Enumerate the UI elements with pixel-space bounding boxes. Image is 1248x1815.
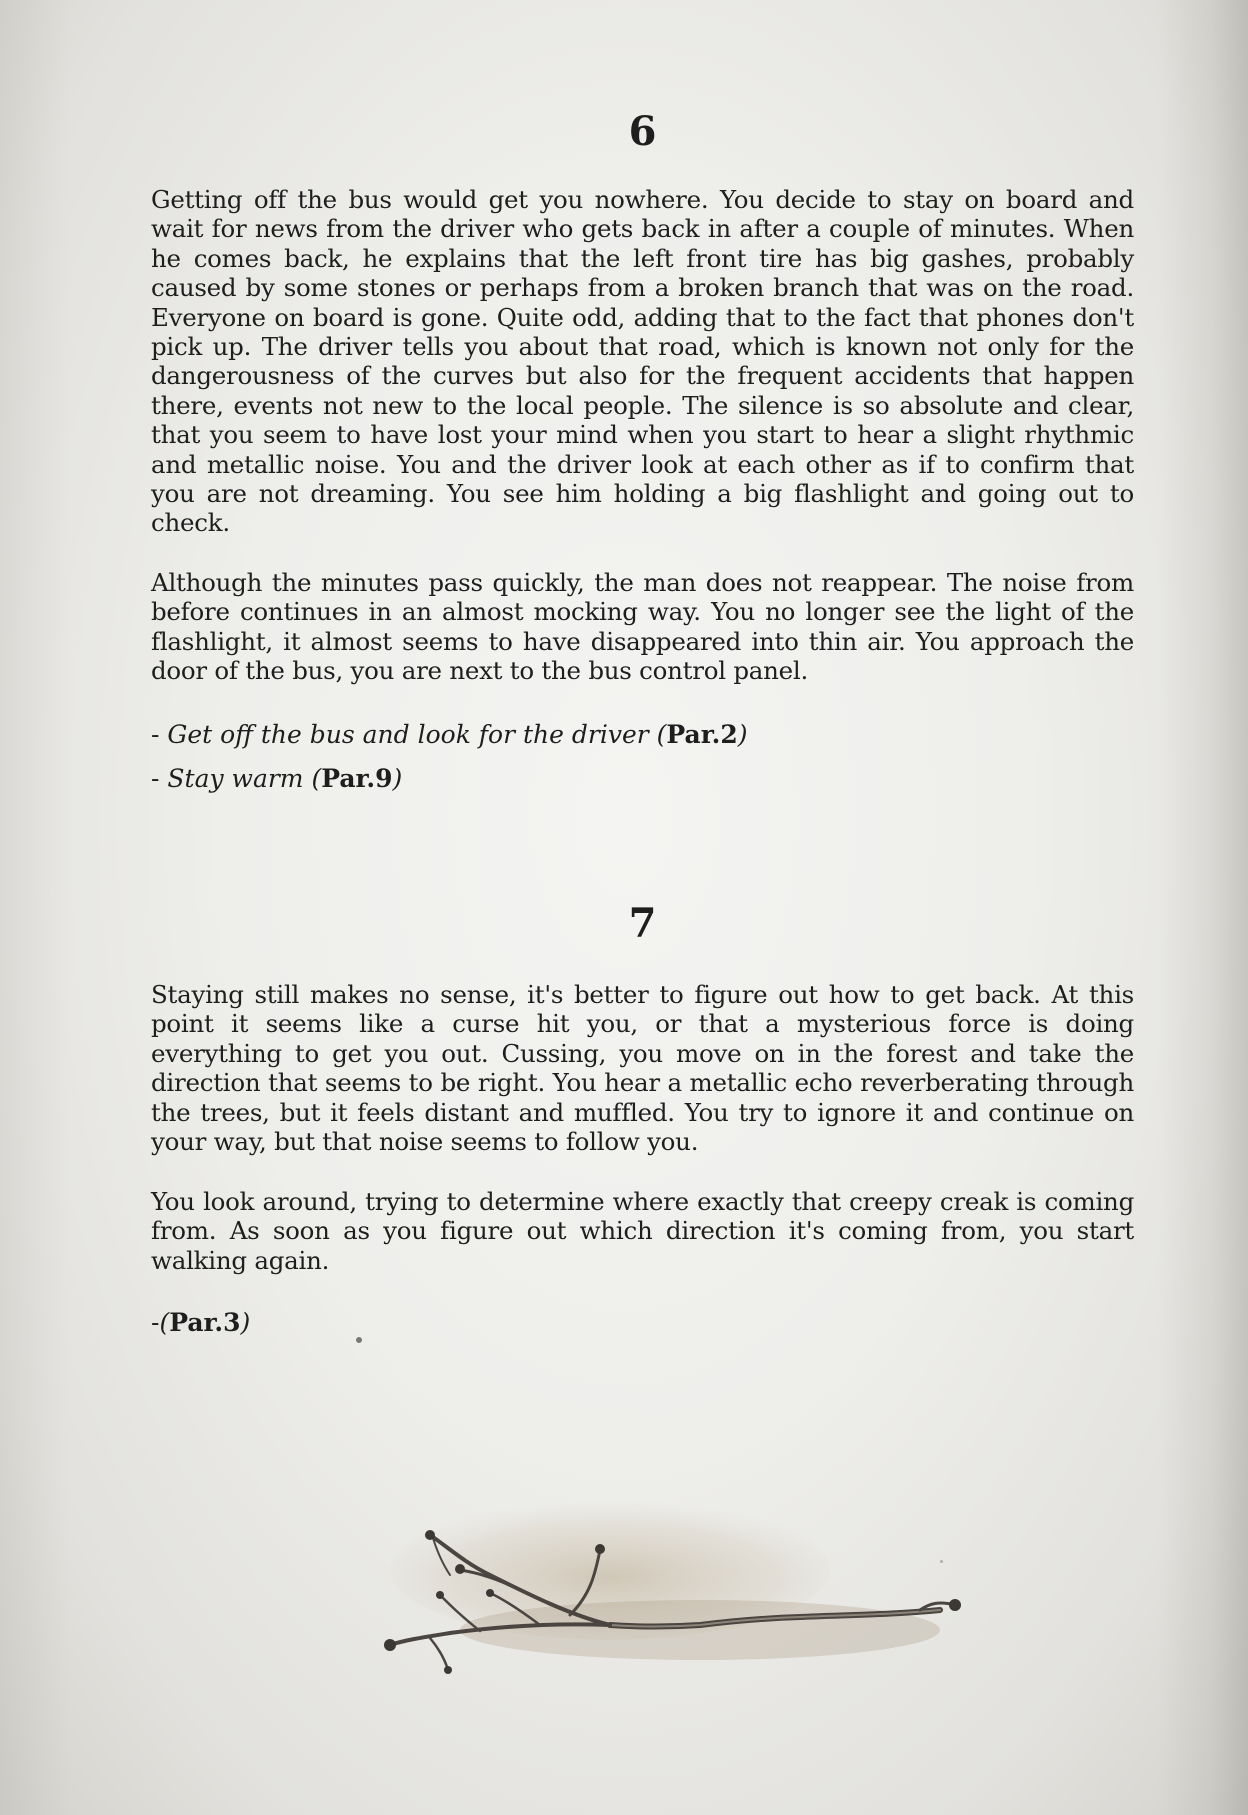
choice-text: Stay warm (167, 764, 312, 793)
close-paren: ) (737, 720, 748, 749)
open-paren: ( (656, 720, 667, 749)
open-paren: ( (311, 764, 322, 793)
section6-paragraph-2: Although the minutes pass quickly, the man does not reappear. The noise from before continues in an almost mocking way. You no longer see the light of the flashlight, it almost seems to have disappeared into thin air. You approach the door of the bus, you are next to the bus control panel. (151, 568, 1134, 686)
paper-edge-right (1158, 0, 1248, 1815)
open-paren: ( (159, 1308, 170, 1337)
choice-prefix: - (151, 720, 168, 749)
close-paren: ) (392, 764, 403, 793)
ground-shadow (460, 1600, 940, 1660)
choice-par-3[interactable] (151, 1308, 250, 1338)
choice-ref: Par.3 (169, 1308, 241, 1337)
paper-speck (356, 1337, 362, 1343)
section7-paragraph-2: You look around, trying to determine where exactly that creepy creak is coming from. As soon as you figure out which direction it's coming from, you start walking again. (151, 1187, 1134, 1275)
choice-ref: Par.2 (666, 720, 738, 749)
choice-ref: Par.9 (321, 764, 393, 793)
choice-prefix: - (151, 1308, 160, 1337)
choice-get-off-bus[interactable] (151, 720, 748, 750)
section7-paragraph-1: Staying still makes no sense, it's better to figure out how to get back. At this point it seems like a curse hit you, or that a mysterious force is doing everything to get you out. Cussing, you move on in the forest and take the direction that seems to be right. You hear a metallic echo reverberating through the trees, but it feels distant and muffled. You try to ignore it and continue on your way, but that noise seems to follow you. (151, 980, 1134, 1157)
section-number-6: 6 (628, 108, 657, 155)
choice-stay-warm[interactable] (151, 764, 402, 794)
section-number-7: 7 (628, 900, 657, 947)
paper-edge-left (0, 0, 70, 1815)
dead-branch-icon (370, 1475, 970, 1675)
choice-text: Get off the bus and look for the driver (167, 720, 657, 749)
choice-prefix: - (151, 764, 168, 793)
section6-paragraph-1: Getting off the bus would get you nowhere. You decide to stay on board and wait for news from the driver who gets back in after a couple of minutes. When he comes back, he explains that the left front tire has big gashes, probably caused by some stones or perhaps from a broken branch that was on the road. Everyone on board is gone. Quite odd, adding that to the fact that phones don't pick up. The driver tells you about that road, which is known not only for the dangerousness of the curves but also for the frequent accidents that happen there, events not new to the local people. The silence is so absolute and clear, that you seem to have lost your mind when you start to hear a slight rhythmic and metallic noise. You and the driver look at each other as if to confirm that you are not dreaming. You see him holding a big flashlight and going out to check. (151, 185, 1134, 538)
close-paren: ) (240, 1308, 251, 1337)
